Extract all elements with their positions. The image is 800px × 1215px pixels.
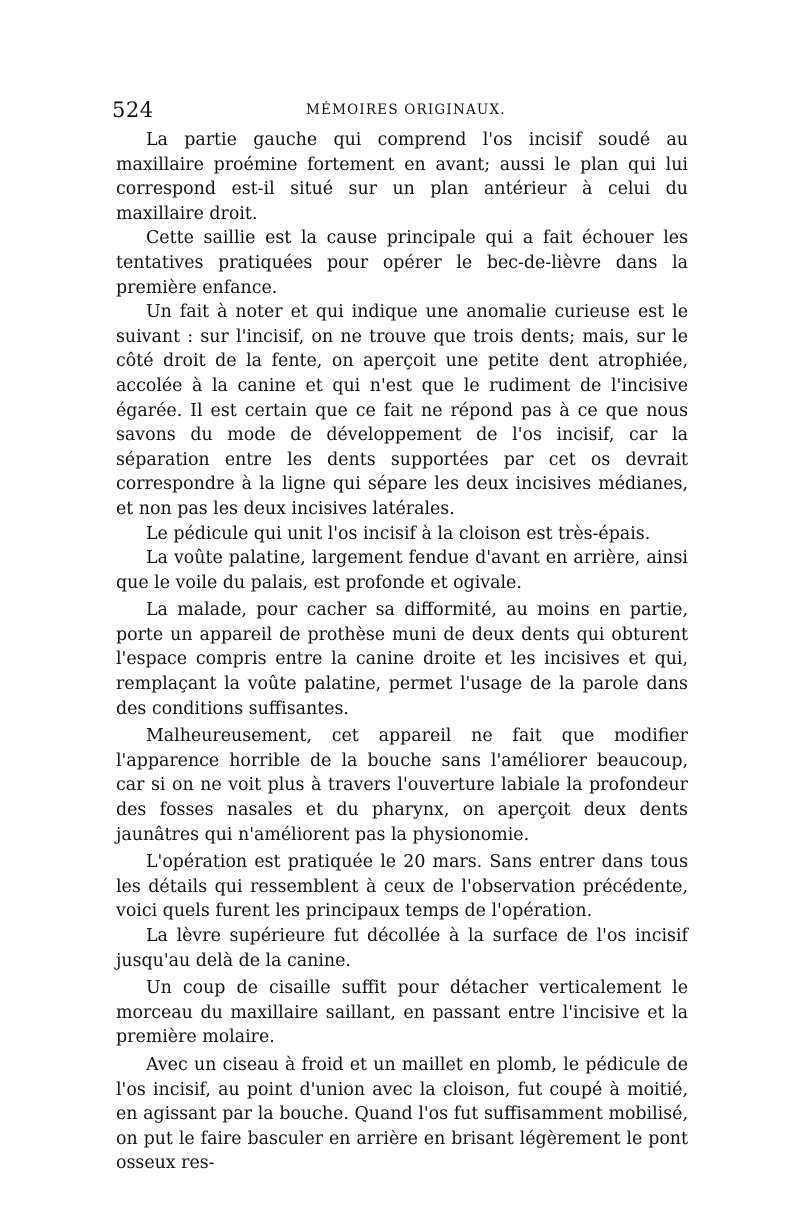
body-text <box>116 128 688 1176</box>
paragraph: Un coup de cisaille suffit pour détacher verticalement le morceau du maxillaire saillant, en passant entre l'incisive et la première molaire. <box>116 978 688 1048</box>
paragraph: La voûte palatine, largement fendue d'avant en arrière, ainsi que le voile du palais, est profonde et ogivale. <box>116 548 688 593</box>
paragraph: L'opération est pratiquée le 20 mars. Sans entrer dans tous les détails qui ressemblent à ceux de l'observation précédente, voici quels furent les principaux temps de l'opération. <box>116 852 688 922</box>
paragraph: Cette saillie est la cause principale qui a fait échouer les tentatives pratiquées pour opérer le bec-de-lièvre dans la première enfance. <box>116 228 688 298</box>
page-number: 524 <box>112 98 154 122</box>
paragraph: La malade, pour cacher sa difformité, au moins en partie, porte un appareil de prothèse muni de deux dents qui obturent l'espace compris entre la canine droite et les incisives et qui, remplaçant la voûte palatine, permet l'usage de la parole dans des conditions suffisantes. <box>116 600 688 719</box>
paragraph: La partie gauche qui comprend l'os incisif soudé au maxillaire proémine fortement en avant; aussi le plan qui lui correspond est-il situé sur un plan antérieur à celui du maxillaire droit. <box>116 130 688 224</box>
paragraph: La lèvre supérieure fut décollée à la surface de l'os incisif jusqu'au delà de la canine. <box>116 926 688 971</box>
paragraph: Avec un ciseau à froid et un maillet en plomb, le pédicule de l'os incisif, au point d'union avec la cloison, fut coupé à moitié, en agissant par la bouche. Quand l'os fut suffisamment mobilisé, on put le faire basculer en arrière en brisant légèrement le pont osseux res- <box>116 1054 688 1174</box>
paragraph: Le pédicule qui unit l'os incisif à la cloison est très-épais. <box>146 523 651 544</box>
paragraph: Un fait à noter et qui indique une anomalie curieuse est le suivant : sur l'incisif, on ne trouve que trois dents; mais, sur le côté droit de la fente, on aperçoit une petite dent atrophiée, accolée à la canine et qui n'est que le rudiment de l'incisive égarée. Il est certain que ce fait ne répond pas à ce que nous savons du mode de développement de l'os incisif, car la séparation entre les dents supportées par cet os devrait correspondre à la ligne qui sépare les deux incisives médianes, et non pas les deux incisives latérales. <box>116 302 688 519</box>
running-head <box>112 98 692 124</box>
running-title: MÉMOIRES ORIGINAUX. <box>306 102 506 118</box>
paragraph: Malheureusement, cet appareil ne fait que modifier l'apparence horrible de la bouche sans l'améliorer beaucoup, car si on ne voit plus à travers l'ouverture labiale la profondeur des fosses nasales et du pharynx, on aperçoit deux dents jaunâtres qui n'améliorent pas la physionomie. <box>116 726 688 845</box>
